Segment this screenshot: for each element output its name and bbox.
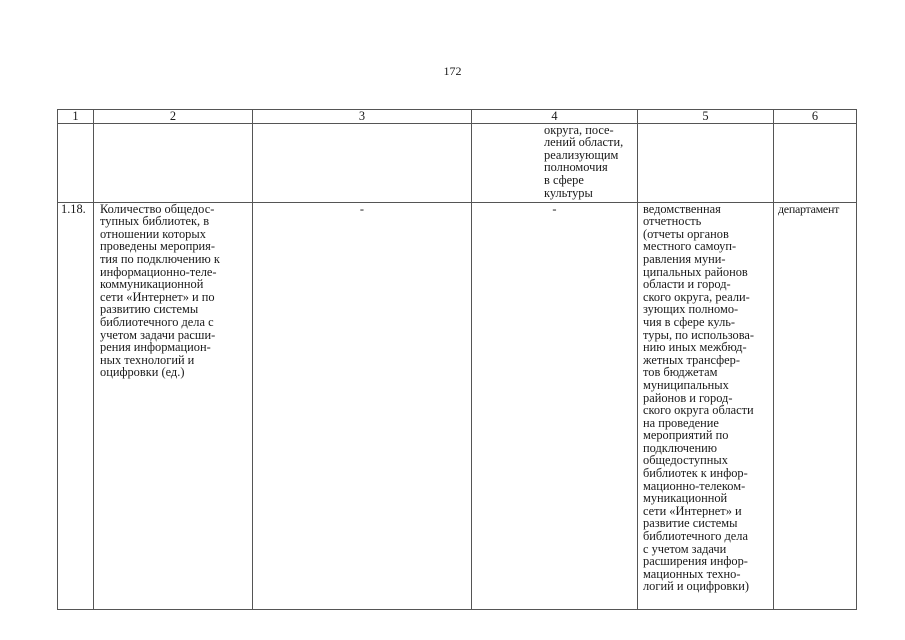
cell-indicator xyxy=(94,202,253,609)
table-row-continuation xyxy=(58,123,857,202)
cell-empty xyxy=(94,123,253,202)
header-cell-1: 1 xyxy=(58,110,94,124)
cell-col4-continuation xyxy=(472,123,638,202)
indicator-text: Количество общедос- тупных библиотек, в отношении которых проведены мероприя- тия по подключению к информационно-теле- коммуникационной сети «Интернет» и по развитию системы библиотечного дела с учетом задачи расши- рения информацион- ных технологий и оцифровки (ед.) xyxy=(100,201,220,380)
cell-col4 xyxy=(472,202,638,609)
page-number: 172 xyxy=(443,64,462,78)
cell-empty xyxy=(58,123,94,202)
header-cell-2: 2 xyxy=(94,110,253,124)
cell-source xyxy=(638,202,774,609)
row-number: 1.18. xyxy=(61,201,86,216)
cell-empty xyxy=(774,123,857,202)
table-row-1-18 xyxy=(58,202,857,609)
header-cell-4: 4 xyxy=(472,110,638,124)
cell-responsible xyxy=(774,202,857,609)
header-cell-6: 6 xyxy=(774,110,857,124)
col4-dash: - xyxy=(552,201,557,216)
header-cell-3: 3 xyxy=(253,110,472,124)
table-header-row xyxy=(58,110,857,124)
cell-empty xyxy=(638,123,774,202)
cell-col3 xyxy=(253,202,472,609)
cell-row-number xyxy=(58,202,94,609)
col4-continuation-text: округа, посе- лений области, реализующим полномочия в сфере культуры xyxy=(544,122,624,200)
responsible-text: департамент xyxy=(778,201,840,216)
header-cell-5: 5 xyxy=(638,110,774,124)
indicators-table xyxy=(57,109,857,610)
col3-dash: - xyxy=(359,201,365,216)
source-text: ведомственная отчетность (отчеты органов местного самоуп- равления муни- ципальных районов области и город- ского округа, реали- зующих полномо- чия в сфере куль- туры, по использова- нию иных межбюд- жетных трансфер- тов бюджетам муниципальных районов и город- ского округа области на проведение мероприятий по подключению общедоступных библиотек к инфор- мационно-телеком- муникационной сети «Интернет» и развитие системы библиотечного дела с учетом задачи расширения инфор- мационных техно- логий и оцифровки) xyxy=(643,201,755,594)
cell-empty xyxy=(253,123,472,202)
